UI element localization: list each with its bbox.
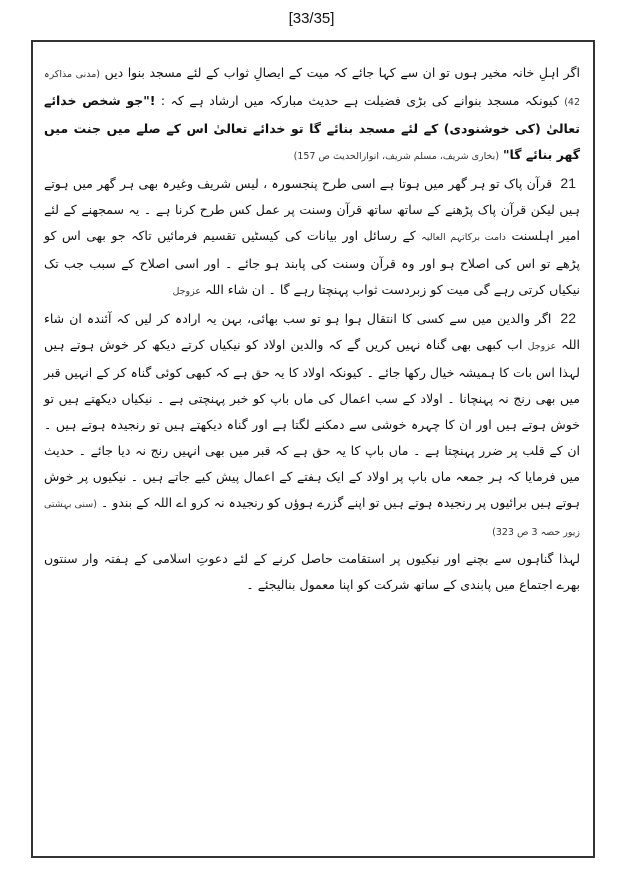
reference: (مدنی مذاکرہ 42) bbox=[44, 69, 580, 108]
paragraph-2-text-2: کے رسائل اور بیانات کی کیسٹیں تقسیم فرمائیں تاکہ جو بھی اس کو پڑھے تو اس کی اصلاح ہو اور وہ قرآن وسنت کی پابند ہو جائے ۔ اور اسی اصلاح کے سبب جب تک نیکیاں کرتی رہے گی میت کو زبردست ثواب پہنچتا رہے گا ۔ ان شاء اللہ bbox=[44, 228, 580, 297]
hadith-quote: !"جو شخص خدائے تعالیٰ (کی خوشنودی) کے لئے مسجد بنائے گا تو خدائے تعالیٰ اس کے صلے میں جنت میں گھر بنائے گا" bbox=[44, 93, 580, 162]
honorific: عزوجل bbox=[172, 286, 202, 297]
paragraph-3 bbox=[44, 305, 580, 546]
paragraph-4 bbox=[44, 546, 580, 598]
paragraph-3-text: اگر والدین میں سے کسی کا انتقال ہوا ہو تو سب بھائی، بہن یہ ارادہ کر لیں کہ آئندہ ان شاء اللہ bbox=[44, 311, 581, 352]
point-number: 21 bbox=[560, 175, 576, 191]
reference: (سنی بہشتی زیور حصہ 3 ص 323) bbox=[44, 499, 580, 538]
paragraph-3-text-2: اب کبھی بھی گناہ نہیں کریں گے کہ والدین اولاد کو نیکیاں کرتے دیکھ کر خوش ہوتے ہیں لہذا اس بات کا ہمیشہ خیال رکھا جائے ۔ کیونکہ اولاد کا یہ حق ہے کہ کبھی کوئی گناہ کر کے انہیں قبر میں بھی رنج نہ پہنچانا ۔ اولاد کے سب اعمال کی ماں باپ کو خبر پہنچتی ہے ۔ نیکیاں دیکھتے ہیں تو خوش ہوتے ہیں اور ان کا چہرہ خوشی سے دمکنے لگتا ہے اور گناہ دیکھتے ہیں تو رنجیدہ ہوتے ہیں ۔ ان کے قلب پر ضرر پہنچتا ہے ۔ ماں باپ کا یہ حق ہے کہ قبر میں بھی انہیں رنج نہ دیا جائے ۔ حدیث میں فرمایا کہ ہر جمعہ ماں باپ پر اولاد کے ایک ہفتے کے اعمال پیش کیے جاتے ہیں ۔ نیکیوں پر خوش ہوتے ہیں برائیوں پر رنجیدہ ہوتے ہیں تو اپنے گزرے ہوؤں کو رنجیدہ نہ کرو اے اللہ کے بندو ۔ bbox=[44, 337, 580, 510]
paragraph-4-text: لہذا گناہوں سے بچنے اور نیکیوں پر استقامت حاصل کرنے کے لئے دعوتِ اسلامی کے ہفتہ وار سنتوں بھرے اجتماع میں پابندی کے ساتھ شرکت کو اپنا معمول بنالیجئے ۔ bbox=[44, 551, 580, 592]
honorific: عزوجل bbox=[527, 341, 557, 352]
paragraph-1-text: اگر اہلِ خانہ مخیر ہوں تو ان سے کہا جائے کہ میت کے ایصالِ ثواب کے لئے مسجد بنوا دیں bbox=[104, 65, 580, 80]
page-number: [33/35] bbox=[288, 10, 335, 27]
reference: (بخاری شریف، مسلم شریف، انوارالحدیث ص 157) bbox=[293, 151, 500, 162]
point-number: 22 bbox=[560, 310, 576, 326]
paragraph-1-text-2: کیونکہ مسجد بنوانے کی بڑی فضیلت ہے حدیث مبارکہ میں ارشاد ہے کہ : bbox=[155, 93, 559, 108]
paragraph-1 bbox=[44, 60, 580, 170]
paragraph-2 bbox=[44, 170, 580, 305]
paragraph-2-text: قرآن پاک تو ہر گھر میں ہوتا ہے اسی طرح پنجسورہ ، لیس شریف وغیرہ بھی ہر گھر میں ہوتے ہیں لیکن قرآن پاک پڑھنے کے ساتھ ساتھ قرآن وسنت پر عمل کس طرح کرنا ہے ۔ یہ سمجھنے کے لئے امیر اہلسنت bbox=[44, 176, 580, 243]
honorific: دامت برکاتہم العالیہ bbox=[421, 232, 506, 243]
page-content bbox=[44, 60, 580, 598]
